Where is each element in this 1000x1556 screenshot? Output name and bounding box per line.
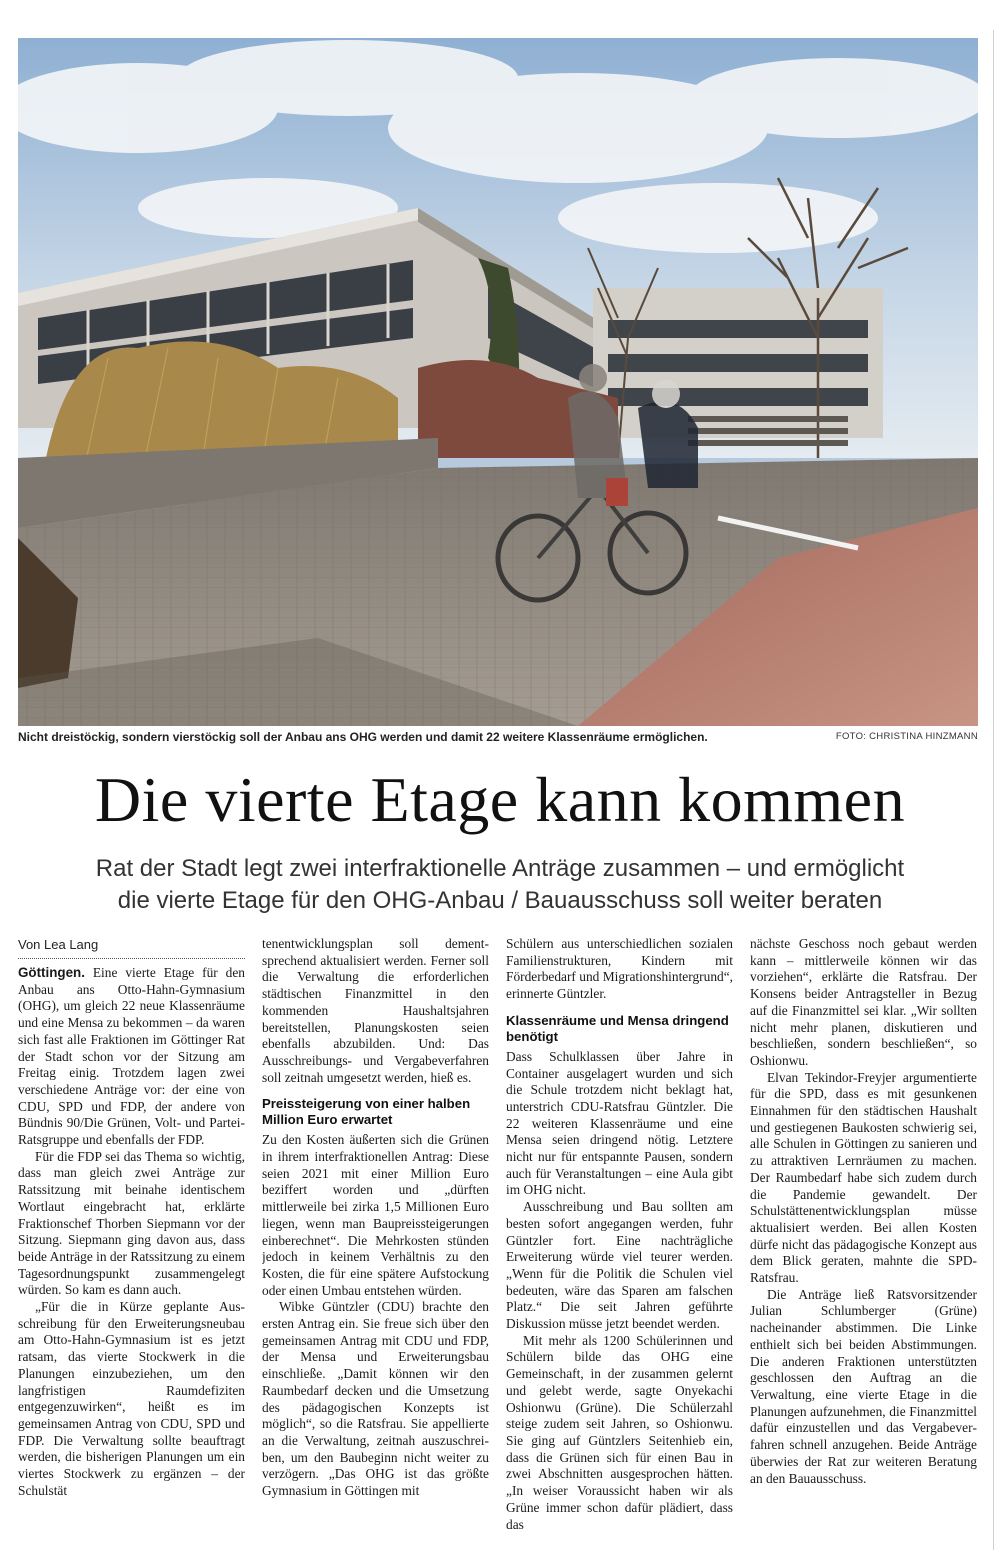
dateline: Göttingen.	[18, 965, 85, 980]
photo-caption: Nicht dreistöckig, sondern vierstöckig soll der Anbau ans OHG werden und damit 22 weitere Klassenräume ermöglichen.	[18, 730, 708, 744]
paragraph: Schülern aus unterschiedlichen sozialen Familienstrukturen, Kindern mit Förderbedarf und Migrationshintergrund“, erinnerte Güntzler.	[506, 936, 733, 1002]
byline: Von Lea Lang	[18, 936, 245, 959]
paragraph: Ausschreibung und Bau sollten am besten sofort angegangen werden, fuhr Güntzler fort. Eine nachträgliche Erweiterung würde viel teurer werden. „Wenn für die Politik die Schulen viel bedeuten, wäre das Sparen am falschen Platz.“ Die seit Jahren geführte Diskussion müsse jetzt beendet werden.	[506, 1199, 733, 1332]
photo-credit: FOTO: CHRISTINA HINZMANN	[835, 731, 978, 742]
column-1	[18, 936, 245, 1552]
subheadline	[20, 853, 980, 917]
paragraph: Dass Schulklassen über Jahre in Container ausgelagert wurden und sich die Schule trotzdem nicht beklagt hat, unterstrich CDU-Ratsfrau Güntzler. Die 22 weiteren Klassenräume und eine Mensa seien dringend nötig. Letztere nicht nur für entspannte Pausen, sondern auch für Veranstaltungen – eine Aula gibt im OHG nicht.	[506, 1048, 733, 1198]
article-body	[18, 936, 978, 1552]
column-2	[262, 936, 489, 1552]
paragraph: Elvan Tekindor-Freyjer argumentierte für die SPD, dass es mit gesunkenen Einnahmen für den städtischen Haushalt und gestiegenen Baukosten schwierig sei, alle Schulen in Göttingen zu sanieren und zu attraktiven Lernräumen zu machen. Der Raumbedarf habe sich zudem durch die Pandemie gewandelt. Der Schulstättenentwicklungsplan müsse aktualisiert werden. Bei allen Kosten dürfe nicht das pädagogische Konzept aus dem Blick geraten, mahnte die SPD-Ratsfrau.	[750, 1069, 977, 1286]
headline: Die vierte Etage kann kommen	[94, 764, 906, 835]
paragraph-text: Eine vierte Etage für den Anbau ans Otto-Hahn-Gymnasium (OHG), um gleich 22 neue Klassenräume und eine Mensa zu bekommen – da waren sich fast alle Fraktionen im Göttinger Rat der Stadt schon vor der Sitzung am Freitag einig. Trotzdem lagen zwei verschiedene Anträge vor: der eine von CDU, SPD und FDP, der andere von Bündnis 90/Die Grünen, Volt- und Partei-Ratsgruppe und ebenfalls der FDP.	[18, 965, 245, 1148]
paragraph	[18, 965, 245, 1149]
subheadline-line-1: Rat der Stadt legt zwei interfraktionelle Anträge zusammen – und ermöglicht	[95, 855, 905, 882]
column-4	[750, 936, 977, 1552]
subheading: Preissteigerung von einer halben Million Euro erwartet	[262, 1096, 471, 1128]
paragraph: Mit mehr als 1200 Schülerinnen und Schülern bilde das OHG eine Gemeinschaft, in der zusammen gelernt und gelebt werde, sagte Onyekachi Oshionwu (Grüne). Die Schülerzahl steige zudem seit Jahren, so Oshionwu. Sie ging auf Güntzlers Seitenhieb ein, dass die Grünen sich für einen Bau in zwei Abschnitten ausgesprochen hätten. „In weiser Voraussicht haben wir als Grüne immer schon dafür plädiert, dass das	[506, 1332, 733, 1532]
photo-caption-row	[18, 730, 978, 748]
article-photo	[18, 38, 978, 726]
column-3	[506, 936, 733, 1552]
paragraph: Für die FDP sei das Thema so wichtig, dass man gleich zwei Anträge zur Ratssitzung mit beinahe identischem Wortlaut eingebracht hat, erklärte Fraktionschef Thorben Siepmann vor der Sitzung. Siepmann ging davon aus, dass beide Anträge in der Ratssitzung zu einem Tagesordnungspunkt zusammengelegt würden. So kam es dann auch.	[18, 1148, 245, 1298]
paragraph: nächste Geschoss noch gebaut werden kann – mittlerweile können wir das vorziehen“, erklärte die Ratsfrau. Der Konsens beider Antragsteller in Bezug auf die Finanzmittel sei klar. „Wir sollten nicht mehr planen, diskutieren und beschließen, sondern beschließen“, so Oshionwu.	[750, 936, 977, 1068]
paragraph: tenentwicklungsplan soll dementsprechend aktualisiert werden. Ferner soll die Verwaltung die erforderlichen städtischen Finanzmittel in den kommenden Haushaltsjahren bereitstellen, Planungskosten seien ebenfalls abzubilden. Und: Das Ausschreibungs- und Vergabeverfahren soll zeitnah umgesetzt werden, hieß es.	[262, 936, 489, 1085]
subheadline-line-2: die vierte Etage für den OHG-Anbau / Bauausschuss soll weiter beraten	[117, 887, 883, 914]
paragraph: Zu den Kosten äußerten sich die Grünen in ihrem interfraktionellen Antrag: Diese seien 2021 mit einer Million Euro beziffert worden und „dürften mittlerweile bei zirka 1,5 Millionen Euro liegen, wenn man Baupreissteigerungen einberechnet“. Die Mehrkosten stünden jedoch in keinem Verhältnis zu den Kosten, die für eine spätere Aufstockung oder einen Umbau entstehen würden.	[262, 1132, 489, 1298]
subheading: Klassenräume und Mensa dringend benötigt	[506, 1012, 729, 1044]
paragraph: Die Anträge ließ Ratsvorsitzender Julian Schlumberger (Grüne) nacheinander abstimmen. Die Linke enthielt sich bei beiden Abstimmungen. Die anderen Fraktionen unterstützten geschlossen den Auftrag an die Verwaltung, eine vierte Etage in die Planungen aufzunehmen, die Finanzmittel dafür einzustellen und das Vergabeverfahren schnell anzugehen. Beide Anträge überwies der Rat zur weiteren Beratung an den Bauausschuss.	[750, 1286, 977, 1486]
paragraph: Wibke Güntzler (CDU) brachte den ersten Antrag ein. Sie freue sich über den gemeinsamen Antrag mit CDU und FDP, der Mensa und Erweiterungsbau einschließe. „Damit können wir den Raumbedarf decken und die Umsetzung des pädagogischen Konzepts ist möglich“, so die Ratsfrau. Sie appellierte an die Verwaltung, zeitnah auszuschreiben, um den Baubeginn nicht weiter zu verzögern. „Das OHG ist das größte Gymnasium in Göttingen mit	[262, 1299, 489, 1499]
paragraph: „Für die in Kürze geplante Ausschreibung für den Erweiterungsneubau am Otto-Hahn-Gymnasium ist es jetzt ratsam, das vierte Stockwerk in die Planungen einzubeziehen, um den langfristigen Raumdefiziten entgegenzuwirken“, heißt es im gemeinsamen Antrag von CDU, SPD und FDP. Die Verwaltung sollte beauftragt werden, die bisherigen Planungen um ein viertes Stockwerk zu ergänzen – der Schulstät	[18, 1299, 245, 1498]
